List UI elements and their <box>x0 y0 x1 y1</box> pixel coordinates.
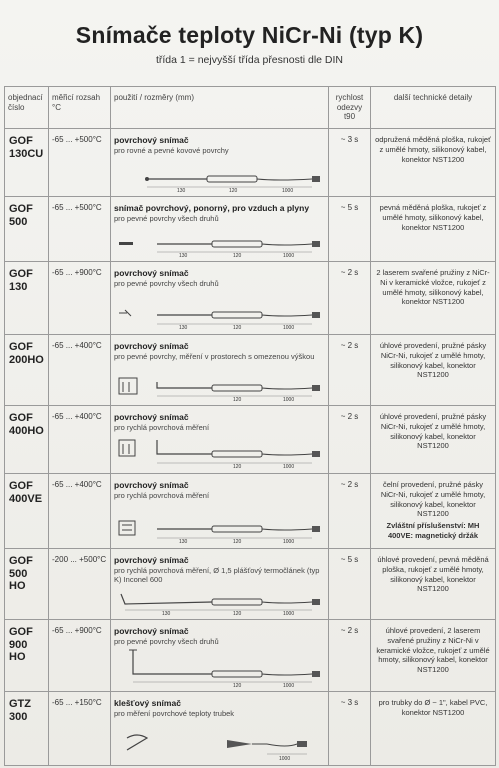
sensor-type: snímač povrchový, ponorný, pro vzduch a plyny <box>114 203 310 213</box>
order-code: GOF 130CU <box>5 129 49 197</box>
dim-cable: 1000 <box>283 397 295 402</box>
header-range: měřicí rozsah °C <box>49 87 111 129</box>
table-row <box>5 549 496 620</box>
measuring-range: -65 ... +400°C <box>49 406 111 474</box>
measuring-range: -65 ... +500°C <box>49 129 111 197</box>
dim-handle: 120 <box>233 325 242 331</box>
sensor-description: pro pevné povrchy všech druhů <box>114 213 219 223</box>
measuring-range: -65 ... +500°C <box>49 197 111 262</box>
usage-cell <box>111 474 329 549</box>
response-time: ~ 2 s <box>329 262 371 335</box>
response-time: ~ 2 s <box>329 406 371 474</box>
technical-details: odpružená měděná ploška, rukojeť z umělé hmoty, silikonový kabel, konektor NST1200 <box>371 129 496 197</box>
table-row <box>5 262 496 335</box>
technical-details: pevná měděná ploška, rukojeť z umělé hmoty, silikonový kabel, konektor NST1200 <box>371 197 496 262</box>
sensor-description: pro pevné povrchy všech druhů <box>114 278 219 288</box>
measuring-range: -65 ... +900°C <box>49 262 111 335</box>
table-row <box>5 129 496 197</box>
table-header-row <box>5 87 496 129</box>
dim-probe: 130 <box>179 253 188 258</box>
technical-details: úhlové provedení, 2 laserem svařené pružiny z NiCr-Ni v keramické vložce, rukojeť z umělé hmoty, silikonový kabel, konektor NST1200 <box>371 620 496 692</box>
technical-details: úhlové provedení, pevná měděná ploška, rukojeť z umělé hmoty, silikonový kabel, konektor NST1200 <box>371 549 496 620</box>
response-time: ~ 3 s <box>329 692 371 766</box>
special-accessory: Zvláštní příslušenství: MH 400VE: magnetický držák <box>386 521 480 540</box>
dim-cable: 1000 <box>283 611 295 616</box>
usage-cell <box>111 692 329 766</box>
dim-probe: 130 <box>162 611 171 616</box>
dim-handle: 120 <box>233 397 242 402</box>
sensor-description: pro pevné povrchy všech druhů <box>114 636 219 646</box>
dim-handle: 120 <box>233 464 242 470</box>
table-row <box>5 692 496 766</box>
response-time: ~ 2 s <box>329 335 371 406</box>
dim-cable: 1000 <box>279 756 291 762</box>
dim-handle: 120 <box>229 188 238 193</box>
order-code: GTZ 300 <box>5 692 49 766</box>
dim-probe: 130 <box>179 539 188 545</box>
usage-cell <box>111 620 329 692</box>
sensor-type: povrchový snímač <box>114 626 189 636</box>
dim-probe: 130 <box>179 325 188 331</box>
order-code: GOF 200HO <box>5 335 49 406</box>
dim-handle: 120 <box>233 611 242 616</box>
probe-drawing <box>117 301 324 331</box>
dim-handle: 120 <box>233 253 242 258</box>
probe-drawing <box>117 167 324 193</box>
header-details: další technické detaily <box>371 87 496 129</box>
table-row <box>5 197 496 262</box>
measuring-range: -65 ... +900°C <box>49 620 111 692</box>
sensor-description: pro rovné a pevné kovové povrchy <box>114 145 229 155</box>
probe-drawing <box>117 436 324 470</box>
sensor-type: povrchový snímač <box>114 341 189 351</box>
sensor-description: pro rychlá povrchová měření <box>114 490 210 500</box>
usage-cell <box>111 335 329 406</box>
page-subtitle: třída 1 = nejvyšší třída přesnosti dle DIN <box>155 54 344 66</box>
dim-handle: 120 <box>233 683 242 688</box>
response-time: ~ 2 s <box>329 474 371 549</box>
measuring-range: -65 ... +400°C <box>49 335 111 406</box>
sensor-description: pro pevné povrchy, měření v prostorech s omezenou výškou <box>114 351 315 361</box>
dim-probe: 130 <box>177 188 186 193</box>
order-code: GOF 130 <box>5 262 49 335</box>
sensor-description: pro měření povrchové teploty trubek <box>114 708 235 718</box>
response-time: ~ 2 s <box>329 620 371 692</box>
sensor-type: povrchový snímač <box>114 412 189 422</box>
order-code: GOF 400VE <box>5 474 49 549</box>
header-code: objednací číslo <box>5 87 49 129</box>
probe-drawing <box>117 374 324 402</box>
usage-cell <box>111 406 329 474</box>
header-speed: rychlost odezvy t90 <box>329 87 371 129</box>
technical-details: 2 laserem svařené pružiny z NiCr-Ni v keramické vložce, rukojeť z umělé hmoty, silikonový kabel, konektor NST1200 <box>371 262 496 335</box>
order-code: GOF 500 HO <box>5 549 49 620</box>
measuring-range: -65 ... +400°C <box>49 474 111 549</box>
table-row <box>5 335 496 406</box>
technical-details: úhlové provedení, pružné pásky NiCr-Ni, rukojeť z umělé hmoty, silikonový kabel, konektor NST1200 <box>371 406 496 474</box>
probe-drawing <box>117 590 324 616</box>
probe-drawing <box>117 234 324 258</box>
table-row <box>5 406 496 474</box>
page-title: Snímače teploty NiCr-Ni (typ K) <box>75 22 424 48</box>
sensor-type: povrchový snímač <box>114 555 189 565</box>
technical-details: pro trubky do Ø ~ 1", kabel PVC, konektor NST1200 <box>371 692 496 766</box>
order-code: GOF 400HO <box>5 406 49 474</box>
header-use: použití / rozměry (mm) <box>111 87 329 129</box>
dim-cable: 1000 <box>283 464 295 470</box>
sensor-type: povrchový snímač <box>114 480 189 490</box>
sensor-description: pro rychlá povrchová měření, Ø 1,5 plášťový termočlánek (typ K) Inconel 600 <box>114 565 320 584</box>
sensor-table <box>4 86 496 766</box>
details-text: čelní provedení, pružné pásky NiCr-Ni, rukojeť z umělé hmoty, silikonový kabel, konektor NST1200 <box>380 480 486 519</box>
order-code: GOF 500 <box>5 197 49 262</box>
usage-cell <box>111 549 329 620</box>
dim-cable: 1000 <box>283 325 295 331</box>
dim-cable: 1000 <box>282 188 294 193</box>
sensor-type: povrchový snímač <box>114 135 189 145</box>
sensor-type: klešťový snímač <box>114 698 181 708</box>
sensor-type: povrchový snímač <box>114 268 189 278</box>
dim-cable: 1000 <box>283 683 295 688</box>
table-row <box>5 474 496 549</box>
measuring-range: -65 ... +150°C <box>49 692 111 766</box>
dim-cable: 1000 <box>283 253 295 258</box>
response-time: ~ 5 s <box>329 549 371 620</box>
measuring-range: -200 ... +500°C <box>49 549 111 620</box>
dim-handle: 120 <box>233 539 242 545</box>
response-time: ~ 3 s <box>329 129 371 197</box>
table-row <box>5 620 496 692</box>
probe-drawing <box>117 515 324 545</box>
usage-cell <box>111 129 329 197</box>
usage-cell <box>111 197 329 262</box>
technical-details <box>371 474 496 549</box>
usage-cell <box>111 262 329 335</box>
order-code: GOF 900 HO <box>5 620 49 692</box>
sensor-description: pro rychlá povrchová měření <box>114 422 210 432</box>
dim-cable: 1000 <box>283 539 295 545</box>
probe-drawing <box>117 728 324 762</box>
response-time: ~ 5 s <box>329 197 371 262</box>
probe-drawing <box>117 648 324 688</box>
technical-details: úhlové provedení, pružné pásky NiCr-Ni, rukojeť z umělé hmoty, silikonový kabel, konektor NST1200 <box>371 335 496 406</box>
